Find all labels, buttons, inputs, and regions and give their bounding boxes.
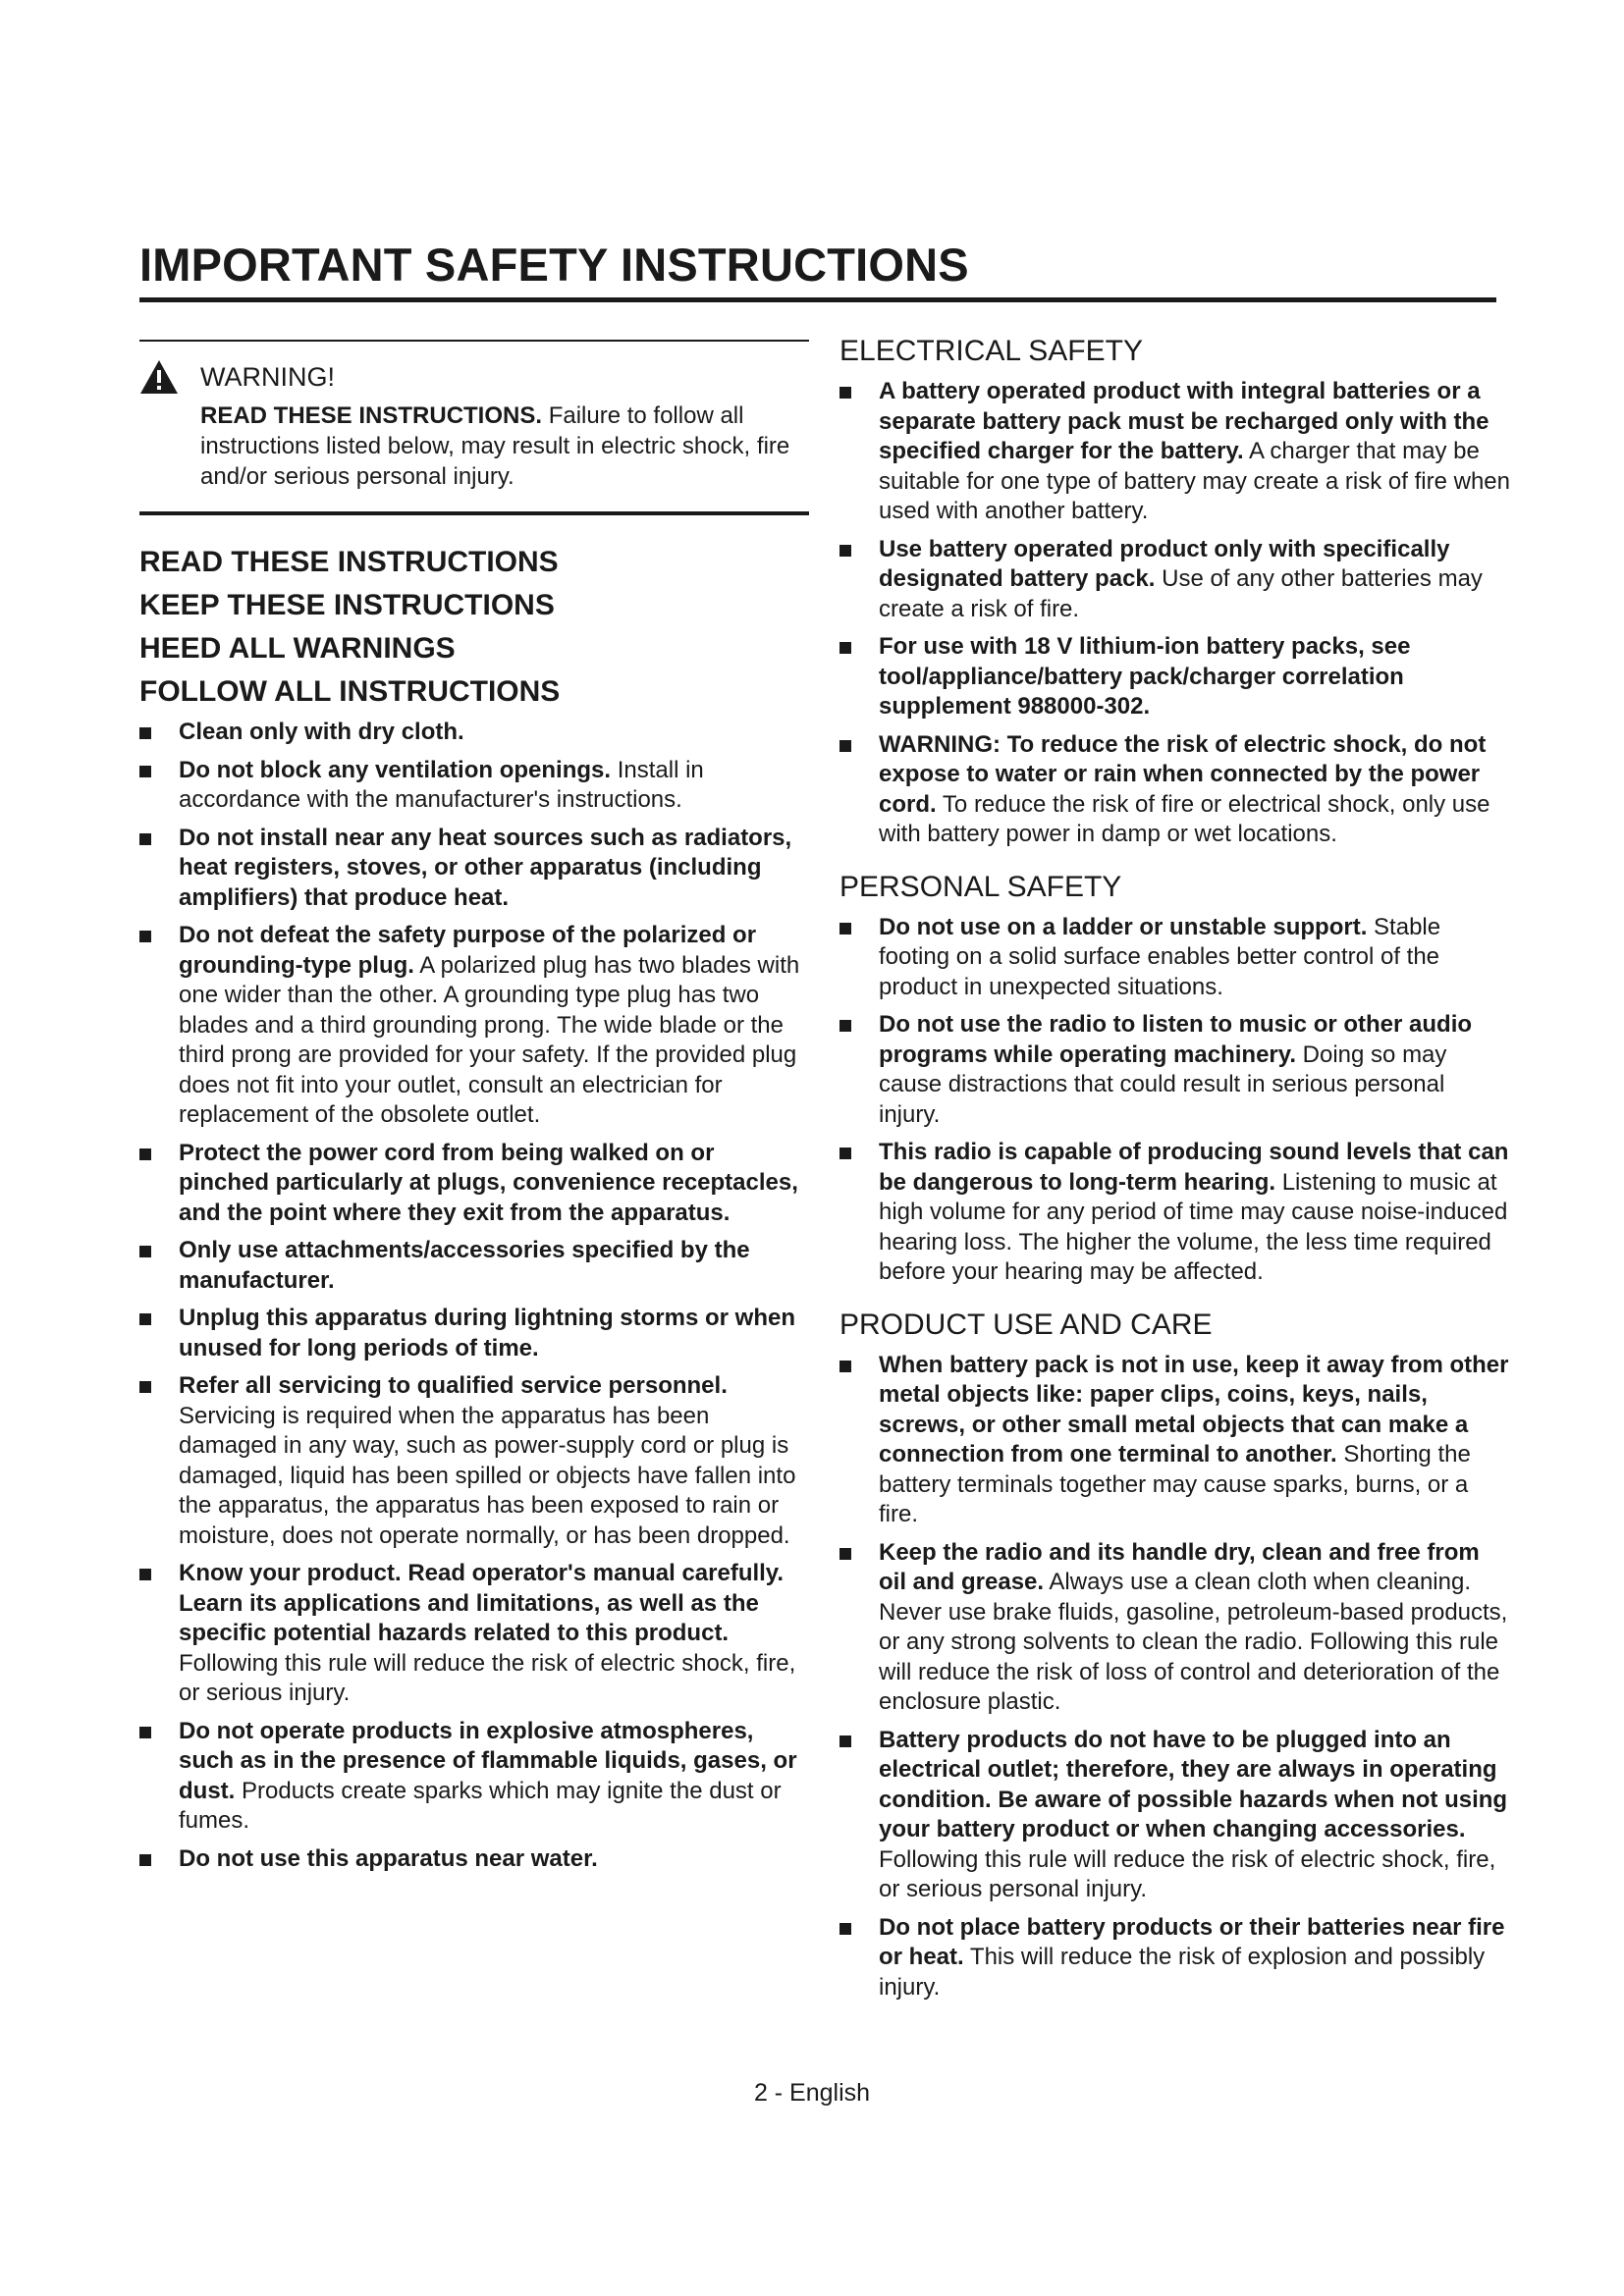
item-text: A polarized plug has two blades with one wider than the other. A grounding type plug has two blades and a third grounding prong. The wide blade or the third prong are provided for your safety. If the provided plug does not fit into your outlet, consult an electrician for replacement of the obsolete outlet. bbox=[179, 951, 800, 1128]
item-bold: Do not install near any heat sources such as radiators, heat registers, stoves, or other apparatus (including amplifiers) that produce heat. bbox=[179, 824, 792, 911]
item-bold: Use battery operated product only with specifically designated battery pack. bbox=[879, 535, 1450, 592]
list-item bbox=[839, 632, 1511, 722]
heading-follow: FOLLOW ALL INSTRUCTIONS bbox=[139, 675, 561, 708]
square-bullet-icon bbox=[839, 1020, 851, 1032]
list-item bbox=[139, 1236, 809, 1296]
item-text: Products create sparks which may ignite the dust or fumes. bbox=[179, 1777, 782, 1834]
list-item bbox=[839, 913, 1511, 1003]
item-bold: Do not place battery products or their batteries near fire or heat. bbox=[879, 1913, 1505, 1970]
square-bullet-icon bbox=[839, 740, 851, 752]
item-bold: Only use attachments/accessories specified by the manufacturer. bbox=[179, 1237, 750, 1294]
right-column bbox=[839, 334, 1511, 2010]
list-item bbox=[139, 1717, 809, 1837]
list-item bbox=[139, 1371, 809, 1551]
item-bold: Battery products do not have to be plugged into an electrical outlet; therefore, they are always in operating condition. Be aware of possible hazards when not using your battery product or when changing accessories. bbox=[879, 1726, 1508, 1842]
square-bullet-icon bbox=[139, 1569, 151, 1580]
square-bullet-icon bbox=[839, 387, 851, 399]
item-text: This will reduce the risk of explosion and possibly injury. bbox=[879, 1944, 1486, 2001]
square-bullet-icon bbox=[139, 1148, 151, 1160]
list-item bbox=[139, 718, 809, 748]
item-bold: Do not block any ventilation openings. bbox=[179, 756, 612, 783]
personal-safety-heading: PERSONAL SAFETY bbox=[839, 870, 1122, 903]
item-bold: Do not defeat the safety purpose of the polarized or grounding-type plug. bbox=[179, 922, 757, 979]
item-text: To reduce the risk of fire or electrical shock, only use with battery power in damp or wet locations. bbox=[879, 790, 1490, 847]
item-text: Doing so may cause distractions that could result in serious personal injury. bbox=[879, 1041, 1447, 1128]
item-text: Shorting the battery terminals together may cause sparks, burns, or a fire. bbox=[879, 1441, 1471, 1527]
list-item bbox=[139, 1559, 809, 1709]
warning-heading: WARNING! bbox=[200, 361, 335, 392]
item-bold: For use with 18 V lithium-ion battery packs, see tool/appliance/battery pack/charger correlation supplement 988000-302. bbox=[879, 633, 1411, 720]
list-item bbox=[139, 1139, 809, 1229]
list-item bbox=[839, 377, 1511, 527]
page-title: IMPORTANT SAFETY INSTRUCTIONS bbox=[139, 239, 969, 291]
item-bold: A battery operated product with integral batteries or a separate battery pack must be recharged only with the specified charger for the battery. bbox=[879, 378, 1489, 464]
title-rule bbox=[139, 297, 1496, 302]
item-text: Stable footing on a solid surface enables better control of the product in unexpected situations. bbox=[879, 913, 1441, 1000]
square-bullet-icon bbox=[139, 931, 151, 942]
warning-header bbox=[139, 359, 809, 395]
item-text: Use of any other batteries may create a risk of fire. bbox=[879, 565, 1483, 622]
item-text: Following this rule will reduce the risk of electric shock, fire, or serious personal injury. bbox=[879, 1845, 1496, 1902]
square-bullet-icon bbox=[139, 727, 151, 739]
electrical-safety-list bbox=[839, 377, 1511, 850]
list-item bbox=[139, 1304, 809, 1363]
list-item bbox=[139, 1844, 809, 1875]
square-bullet-icon bbox=[839, 642, 851, 654]
square-bullet-icon bbox=[839, 1735, 851, 1747]
item-text: Servicing is required when the apparatus has been damaged in any way, such as power-supply cord or plug is damaged, liquid has been spilled or objects have fallen into the apparatus, the apparatus has been exposed to rain or moisture, does not operate normally, or has been dropped. bbox=[179, 1402, 796, 1549]
square-bullet-icon bbox=[839, 1361, 851, 1372]
warning-box bbox=[139, 340, 809, 515]
item-bold: Refer all servicing to qualified service personnel. bbox=[179, 1372, 728, 1399]
item-bold: WARNING: To reduce the risk of electric shock, do not expose to water or rain when connected by the power cord. bbox=[879, 730, 1487, 818]
square-bullet-icon bbox=[139, 1381, 151, 1393]
item-bold: Do not use the radio to listen to music or other audio programs while operating machinery. bbox=[879, 1011, 1473, 1068]
item-bold: Clean only with dry cloth. bbox=[179, 719, 464, 745]
item-bold: Know your product. Read operator's manual carefully. Learn its applications and limitations, as well as the specific potential hazards related to this product. bbox=[179, 1560, 785, 1646]
warning-text bbox=[200, 400, 809, 492]
list-item bbox=[139, 921, 809, 1131]
item-text: Following this rule will reduce the risk of electric shock, fire, or serious injury. bbox=[179, 1649, 796, 1706]
item-text: Listening to music at high volume for any period of time may cause noise-induced hearing loss. The higher the volume, the less time required before your hearing may be affected. bbox=[879, 1168, 1508, 1285]
item-bold: This radio is capable of producing sound levels that can be dangerous to long-term hearing. bbox=[879, 1139, 1509, 1196]
square-bullet-icon bbox=[839, 923, 851, 934]
product-use-heading: PRODUCT USE AND CARE bbox=[839, 1308, 1213, 1341]
warning-lead: READ THESE INSTRUCTIONS. bbox=[200, 402, 543, 429]
personal-safety-list bbox=[839, 913, 1511, 1288]
product-use-list bbox=[839, 1351, 1511, 2003]
item-bold: Unplug this apparatus during lightning storms or when unused for long periods of time. bbox=[179, 1305, 795, 1362]
left-column bbox=[139, 340, 809, 1882]
square-bullet-icon bbox=[139, 1727, 151, 1738]
electrical-safety-heading: ELECTRICAL SAFETY bbox=[839, 335, 1143, 367]
warning-triangle-icon bbox=[139, 359, 179, 395]
square-bullet-icon bbox=[839, 1148, 851, 1159]
heading-keep: KEEP THESE INSTRUCTIONS bbox=[139, 589, 555, 621]
square-bullet-icon bbox=[839, 1548, 851, 1560]
item-bold: Keep the radio and its handle dry, clean and free from oil and grease. bbox=[879, 1538, 1480, 1595]
square-bullet-icon bbox=[139, 1246, 151, 1257]
list-item bbox=[139, 824, 809, 914]
item-text: A charger that may be suitable for one type of battery may create a risk of fire when used with another battery. bbox=[879, 438, 1510, 524]
list-item bbox=[839, 1351, 1511, 1530]
square-bullet-icon bbox=[139, 1313, 151, 1325]
item-text: Install in accordance with the manufacturer's instructions. bbox=[179, 756, 704, 813]
list-item bbox=[839, 1913, 1511, 2003]
list-item bbox=[839, 1010, 1511, 1130]
list-item bbox=[839, 1138, 1511, 1288]
square-bullet-icon bbox=[139, 766, 151, 777]
square-bullet-icon bbox=[839, 1923, 851, 1935]
list-item bbox=[839, 730, 1511, 850]
list-item bbox=[839, 1726, 1511, 1905]
square-bullet-icon bbox=[139, 833, 151, 845]
item-bold: Protect the power cord from being walked on or pinched particularly at plugs, convenience receptacles, and the point where they exit from the apparatus. bbox=[179, 1139, 798, 1226]
warning-body: Failure to follow all instructions listed below, may result in electric shock, fire and/or serious personal injury. bbox=[200, 402, 790, 490]
heading-read: READ THESE INSTRUCTIONS bbox=[139, 546, 559, 578]
item-bold: When battery pack is not in use, keep it away from other metal objects like: paper clips, coins, keys, nails, screws, or other small metal objects that can make a connection from one terminal to another. bbox=[879, 1351, 1509, 1468]
list-item bbox=[839, 1538, 1511, 1718]
page-footer: 2 - English bbox=[753, 2079, 871, 2107]
item-bold: Do not use this apparatus near water. bbox=[179, 1844, 598, 1872]
list-item bbox=[839, 535, 1511, 625]
square-bullet-icon bbox=[839, 545, 851, 557]
item-text: Always use a clean cloth when cleaning. Never use brake fluids, gasoline, petroleum-based products, or any strong solvents to clean the radio. Following this rule will reduce the risk of loss of control and deterioration of the enclosure plastic. bbox=[879, 1569, 1508, 1715]
general-safety-list bbox=[139, 718, 809, 1874]
list-item bbox=[139, 756, 809, 816]
square-bullet-icon bbox=[139, 1854, 151, 1866]
item-bold: Do not operate products in explosive atmospheres, such as in the presence of flammable liquids, gases, or dust. bbox=[179, 1717, 797, 1804]
item-bold: Do not use on a ladder or unstable support. bbox=[879, 913, 1368, 940]
heading-heed: HEED ALL WARNINGS bbox=[139, 632, 456, 665]
